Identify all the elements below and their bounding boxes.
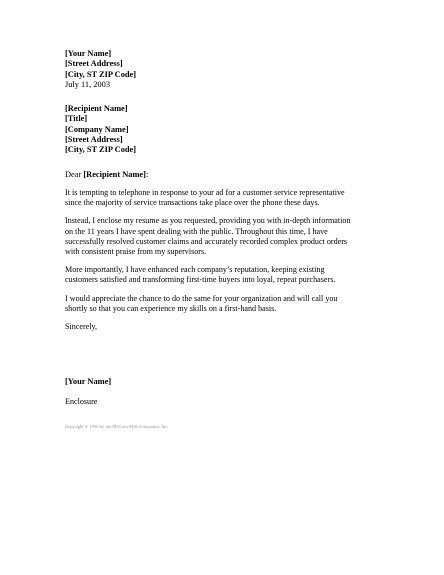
closing: Sincerely,	[65, 322, 98, 331]
salutation-greeting: Dear	[65, 169, 82, 179]
recipient-street: [Street Address]	[65, 135, 123, 145]
recipient-city: [City, ST ZIP Code]	[65, 145, 137, 155]
paragraph-line: on the 11 years I have spent dealing with the public. Throughout this time, I have	[65, 226, 328, 236]
paragraph-line: customers satisfied and transforming first-time buyers into loyal, repeat purchasers.	[65, 275, 336, 285]
body-paragraph-1	[65, 188, 395, 208]
body-paragraph-3	[65, 265, 395, 285]
salutation-punctuation: :	[145, 169, 149, 179]
body-paragraph-4	[65, 294, 395, 314]
copyright-notice: Copyright © 1996 by the McGraw-Hill Companies, Inc.	[65, 423, 169, 429]
recipient-name: [Recipient Name]	[65, 104, 128, 114]
letter-date: July 11, 2003	[65, 79, 111, 89]
signer-name: [Your Name]	[65, 377, 112, 387]
salutation-recipient-name: [Recipient Name]	[83, 169, 146, 179]
recipient-address-block	[65, 104, 395, 155]
paragraph-line: shortly so that you can experience my skills on a first-hand basis.	[65, 303, 277, 313]
sender-city: [City, ST ZIP Code]	[65, 69, 137, 79]
paragraph-line: It is tempting to telephone in response to your ad for a customer service representative	[65, 187, 345, 197]
paragraph-line: I would appreciate the chance to do the same for your organization and will call you	[65, 293, 338, 303]
paragraph-line: successfully resolved customer claims and accurately recorded complex product orders	[65, 236, 348, 246]
paragraph-line: Instead, I enclose my resume as you requested, providing you with in-depth information	[65, 216, 351, 226]
sender-address-block	[65, 49, 395, 90]
salutation	[65, 170, 395, 180]
paragraph-line: More importantly, I have enhanced each company’s reputation, keeping existing	[65, 265, 325, 275]
recipient-company: [Company Name]	[65, 124, 129, 134]
letter-page	[65, 49, 395, 430]
sender-street: [Street Address]	[65, 59, 123, 69]
enclosure-note: Enclosure	[65, 396, 98, 406]
paragraph-line: with consistent praise from my supervisors.	[65, 246, 207, 256]
recipient-title: [Title]	[65, 114, 88, 124]
paragraph-line: since the majority of service transactions take place over the phone these days.	[65, 198, 320, 208]
sender-name: [Your Name]	[65, 49, 112, 58]
body-paragraph-2	[65, 216, 395, 257]
